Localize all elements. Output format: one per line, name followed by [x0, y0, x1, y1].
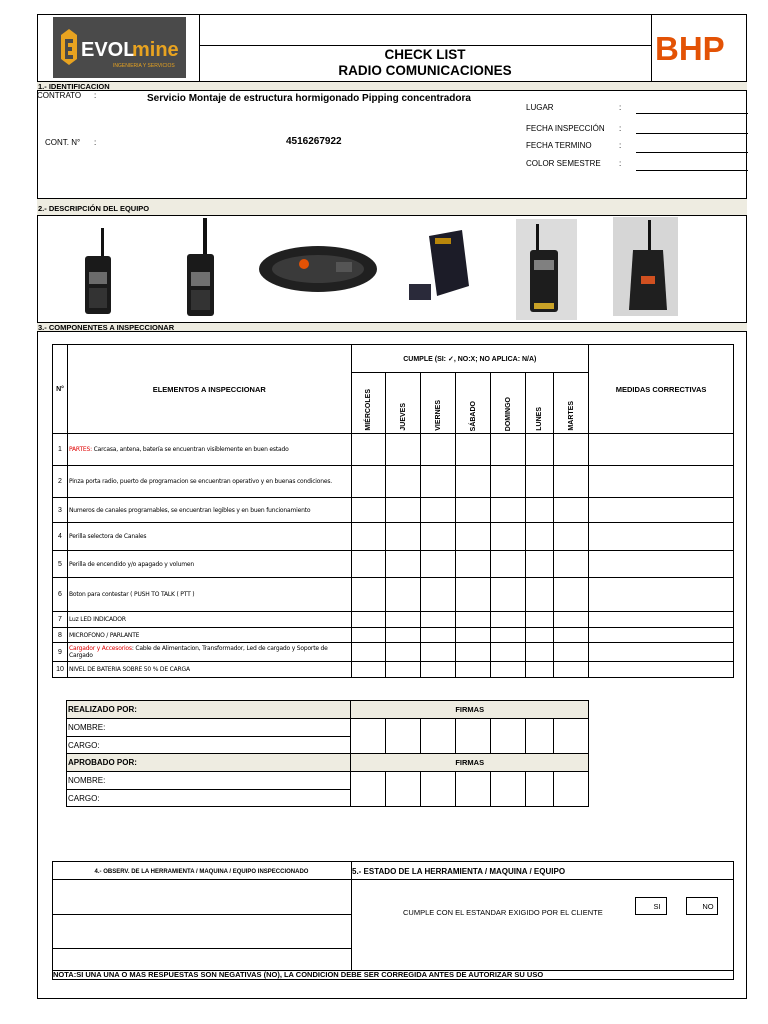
row-element [67, 434, 351, 466]
firma-cell[interactable] [554, 772, 589, 807]
estado-label: 5.- ESTADO DE LA HERRAMIENTA / MAQUINA / EQUIPO [352, 867, 566, 876]
row-element-text: Luz LED INDICADOR [68, 616, 126, 623]
row-number: 6 [53, 578, 68, 612]
color-semestre-colon: : [619, 159, 622, 168]
firma-cell[interactable] [456, 772, 491, 807]
firma-cell[interactable] [491, 772, 526, 807]
checklist-row [53, 612, 734, 628]
row-number: 10 [53, 662, 68, 678]
medidas-correctivas-cell[interactable] [589, 578, 734, 612]
col-n-header: N° [53, 345, 68, 434]
check-cell-lunes[interactable] [526, 551, 554, 578]
title-line-2: RADIO COMUNICACIONES [338, 63, 512, 78]
medidas-correctivas-cell[interactable] [589, 643, 734, 662]
firmas-header-1: FIRMAS [351, 701, 589, 719]
check-cell-miércoles[interactable] [351, 628, 386, 643]
checklist-row [53, 498, 734, 523]
color-semestre-label: COLOR SEMESTRE [526, 159, 601, 168]
firmas-header-2: FIRMAS [351, 754, 589, 772]
si-checkbox[interactable] [635, 897, 667, 915]
contrato-label: CONTRATO [37, 91, 82, 100]
row-element [67, 523, 351, 551]
row-element [67, 578, 351, 612]
row-element-text: Boton para contestar ( PUSH TO TALK ( PTT ) [68, 591, 195, 598]
col-medidas-header: MEDIDAS CORRECTIVAS [589, 345, 734, 434]
cont-n-value: 4516267922 [286, 136, 342, 147]
lugar-colon: : [619, 103, 622, 112]
check-cell-jueves[interactable] [386, 434, 421, 466]
section-componentes: 3.- COMPONENTES A INSPECCIONAR [37, 322, 747, 332]
check-cell-martes[interactable] [554, 628, 589, 643]
check-cell-domingo[interactable] [491, 523, 526, 551]
row-element [67, 662, 351, 678]
check-cell-lunes[interactable] [526, 643, 554, 662]
check-cell-domingo[interactable] [491, 612, 526, 628]
check-cell-domingo[interactable] [491, 434, 526, 466]
checklist-row [53, 523, 734, 551]
row-element [67, 551, 351, 578]
check-cell-sábado[interactable] [456, 662, 491, 678]
medidas-correctivas-cell[interactable] [589, 551, 734, 578]
medidas-correctivas-cell[interactable] [589, 612, 734, 628]
check-cell-miércoles[interactable] [351, 662, 386, 678]
check-cell-sábado[interactable] [456, 523, 491, 551]
bhp-logo [655, 30, 747, 64]
contrato-value: Servicio Montaje de estructura hormigonado Pipping concentradora [147, 93, 471, 104]
row-element-text: MICROFONO / PARLANTE [68, 631, 140, 639]
col-cumple-header: CUMPLE (SI: ✓, NO:X; NO APLICA: N/A) [351, 345, 589, 373]
medidas-correctivas-cell[interactable] [589, 523, 734, 551]
day-lunes: LUNES [536, 407, 544, 431]
row-element-text: Pinza porta radio, puerto de programacion se encuentran operativo y en buenas condiciones. [68, 478, 332, 485]
aprobado-nombre-field[interactable]: NOMBRE: [67, 772, 351, 790]
row-number: 5 [53, 551, 68, 578]
equipment-images [37, 216, 747, 322]
aprobado-cargo-field[interactable]: CARGO: [67, 790, 351, 807]
firma-cell[interactable] [491, 719, 526, 754]
radio-photo-image [516, 219, 577, 320]
check-cell-jueves[interactable] [386, 628, 421, 643]
row-number: 8 [53, 628, 68, 643]
lugar-label: LUGAR [526, 103, 554, 112]
check-cell-jueves[interactable] [386, 662, 421, 678]
check-cell-sábado[interactable] [456, 434, 491, 466]
battery-clip-image [409, 230, 469, 300]
check-cell-viernes[interactable] [421, 662, 456, 678]
check-cell-martes[interactable] [554, 434, 589, 466]
check-cell-lunes[interactable] [526, 662, 554, 678]
radio-handheld-image [85, 228, 111, 314]
row-element-text: Numeros de canales programables, se encuentran legibles y en buen funcionamiento [68, 506, 311, 514]
row-element-highlight: PARTES: [68, 446, 92, 453]
check-cell-martes[interactable] [554, 551, 589, 578]
row-element-text: : Cable de Alimentacion, Transformador, Led de cargado y Soporte de Cargado [68, 645, 328, 659]
no-checkbox[interactable] [686, 897, 718, 915]
day-martes: MARTES [567, 401, 575, 431]
check-cell-miércoles[interactable] [351, 643, 386, 662]
check-cell-viernes[interactable] [421, 578, 456, 612]
check-cell-domingo[interactable] [491, 466, 526, 498]
firma-cell[interactable] [421, 772, 456, 807]
check-cell-lunes[interactable] [526, 498, 554, 523]
check-cell-jueves[interactable] [386, 466, 421, 498]
medidas-correctivas-cell[interactable] [589, 662, 734, 678]
checklist-row [53, 578, 734, 612]
firma-cell[interactable] [421, 719, 456, 754]
check-cell-martes[interactable] [554, 662, 589, 678]
checklist-row [53, 551, 734, 578]
si-label: SI [653, 902, 661, 911]
row-number: 3 [53, 498, 68, 523]
obs-field-1[interactable] [52, 880, 351, 914]
contrato-colon: : [94, 91, 97, 100]
medidas-correctivas-cell[interactable] [589, 466, 734, 498]
obs-field-3[interactable] [52, 949, 351, 970]
check-cell-viernes[interactable] [421, 612, 456, 628]
check-cell-viernes[interactable] [421, 628, 456, 643]
row-element-text: NIVEL DE BATERIA SOBRE 50 % DE CARGA [68, 666, 190, 673]
check-cell-domingo[interactable] [491, 643, 526, 662]
check-cell-lunes[interactable] [526, 578, 554, 612]
no-label: NO [702, 902, 714, 911]
check-cell-lunes[interactable] [526, 628, 554, 643]
realizado-label: REALIZADO POR: [67, 701, 351, 719]
fecha-termino-label: FECHA TERMINO [526, 141, 592, 150]
lugar-field[interactable] [636, 113, 748, 114]
row-number: 2 [53, 466, 68, 498]
cumple-estandar-text: CUMPLE CON EL ESTANDAR EXIGIDO POR EL CLIENTE [403, 908, 603, 917]
checklist-table [52, 344, 734, 678]
medidas-correctivas-cell[interactable] [589, 628, 734, 643]
evolmine-logo [53, 17, 186, 78]
check-cell-jueves[interactable] [386, 578, 421, 612]
check-cell-viernes[interactable] [421, 551, 456, 578]
check-cell-martes[interactable] [554, 643, 589, 662]
check-cell-domingo[interactable] [491, 498, 526, 523]
obs-field-2[interactable] [52, 915, 351, 948]
day-jueves: JUEVES [399, 403, 407, 431]
firma-cell[interactable] [351, 772, 386, 807]
day-sabado: SÁBADO [469, 400, 477, 431]
medidas-correctivas-cell[interactable] [589, 498, 734, 523]
check-cell-sábado[interactable] [456, 498, 491, 523]
check-cell-martes[interactable] [554, 498, 589, 523]
check-cell-jueves[interactable] [386, 612, 421, 628]
medidas-correctivas-cell[interactable] [589, 434, 734, 466]
firma-cell[interactable] [386, 772, 421, 807]
check-cell-lunes[interactable] [526, 434, 554, 466]
check-cell-viernes[interactable] [421, 498, 456, 523]
radio-handheld-tall-image [187, 218, 214, 316]
firma-cell[interactable] [554, 719, 589, 754]
title-line-1: CHECK LIST [384, 47, 466, 62]
checklist-row [53, 643, 734, 662]
fecha-inspeccion-colon: : [619, 124, 622, 133]
firma-cell[interactable] [526, 719, 554, 754]
row-element-highlight: Cargador y Accesorios [68, 645, 132, 652]
checklist-row [53, 628, 734, 643]
row-element [67, 466, 351, 498]
row-element [67, 612, 351, 628]
check-cell-domingo[interactable] [491, 578, 526, 612]
check-cell-miércoles[interactable] [351, 578, 386, 612]
check-cell-martes[interactable] [554, 523, 589, 551]
svg-text:INGENIERIA Y SERVICIOS: INGENIERIA Y SERVICIOS [113, 63, 175, 69]
check-cell-miércoles[interactable] [351, 551, 386, 578]
checklist-row [53, 662, 734, 678]
row-number: 7 [53, 612, 68, 628]
check-cell-miércoles[interactable] [351, 434, 386, 466]
firma-cell[interactable] [386, 719, 421, 754]
realizado-nombre-field[interactable]: NOMBRE: [67, 719, 351, 737]
check-cell-jueves[interactable] [386, 643, 421, 662]
fecha-inspeccion-label: FECHA INSPECCIÓN [526, 124, 605, 133]
fecha-inspeccion-field[interactable] [636, 133, 748, 134]
radio-belt-holster-image [259, 246, 377, 292]
row-number: 1 [53, 434, 68, 466]
section-identificacion: 1.- IDENTIFICACION [37, 81, 747, 91]
check-cell-jueves[interactable] [386, 551, 421, 578]
aprobado-label: APROBADO POR: [67, 754, 351, 772]
row-element [67, 643, 351, 662]
form-title [199, 47, 651, 79]
check-cell-domingo[interactable] [491, 551, 526, 578]
check-cell-viernes[interactable] [421, 434, 456, 466]
row-element-text: Carcasa, antena, batería se encuentran visiblemente en buen estado [91, 446, 289, 453]
check-cell-martes[interactable] [554, 612, 589, 628]
check-cell-miércoles[interactable] [351, 612, 386, 628]
check-cell-viernes[interactable] [421, 523, 456, 551]
check-cell-sábado[interactable] [456, 578, 491, 612]
check-cell-sábado[interactable] [456, 628, 491, 643]
firma-cell[interactable] [351, 719, 386, 754]
check-cell-viernes[interactable] [421, 466, 456, 498]
check-cell-viernes[interactable] [421, 643, 456, 662]
firma-cell[interactable] [456, 719, 491, 754]
row-element-text: Perilla de encendido y/o apagado y volumen [68, 560, 194, 568]
row-element [67, 498, 351, 523]
checklist-row [53, 466, 734, 498]
check-cell-lunes[interactable] [526, 612, 554, 628]
check-cell-martes[interactable] [554, 466, 589, 498]
check-cell-lunes[interactable] [526, 523, 554, 551]
check-cell-sábado[interactable] [456, 466, 491, 498]
row-element [67, 628, 351, 643]
nota-text: NOTA:SI UNA UNA O MAS RESPUESTAS SON NEGATIVAS (NO), LA CONDICION DEBE SER CORREGIDA ANTES DE AUTORIZAR SU USO [53, 970, 544, 979]
radio-in-case-photo-image [613, 217, 678, 316]
check-cell-jueves[interactable] [386, 523, 421, 551]
realizado-cargo-field[interactable]: CARGO: [67, 737, 351, 754]
day-viernes: VIERNES [434, 400, 442, 431]
check-cell-domingo[interactable] [491, 662, 526, 678]
section-descripcion: 2.- DESCRIPCIÓN DEL EQUIPO [37, 198, 747, 216]
svg-text:mine: mine [132, 39, 179, 61]
day-domingo: DOMINGO [504, 396, 512, 431]
cont-n-colon: : [94, 138, 97, 147]
check-cell-sábado[interactable] [456, 643, 491, 662]
check-cell-sábado[interactable] [456, 551, 491, 578]
check-cell-martes[interactable] [554, 578, 589, 612]
check-cell-sábado[interactable] [456, 612, 491, 628]
day-miercoles: MIÉRCOLES [365, 389, 372, 431]
firmas-table [66, 700, 589, 807]
obs-label: 4.- OBSERV. DE LA HERRAMIENTA / MAQUINA / EQUIPO INSPECCIONADO [94, 869, 309, 875]
row-number: 4 [53, 523, 68, 551]
firma-cell[interactable] [526, 772, 554, 807]
fecha-termino-colon: : [619, 141, 622, 150]
check-cell-miércoles[interactable] [351, 498, 386, 523]
cont-n-label: CONT. N° [45, 138, 81, 147]
col-elementos-header: ELEMENTOS A INSPECCIONAR [67, 345, 351, 434]
row-number: 9 [53, 643, 68, 662]
fecha-termino-field[interactable] [636, 152, 748, 153]
check-cell-miércoles[interactable] [351, 523, 386, 551]
color-semestre-field[interactable] [636, 170, 748, 171]
svg-text:BHP: BHP [655, 30, 725, 64]
checklist-row [53, 434, 734, 466]
row-element-text: Perilla selectora de Canales [68, 533, 147, 540]
check-cell-miércoles[interactable] [351, 466, 386, 498]
svg-text:EVOL: EVOL [81, 39, 136, 61]
check-cell-lunes[interactable] [526, 466, 554, 498]
check-cell-domingo[interactable] [491, 628, 526, 643]
check-cell-jueves[interactable] [386, 498, 421, 523]
